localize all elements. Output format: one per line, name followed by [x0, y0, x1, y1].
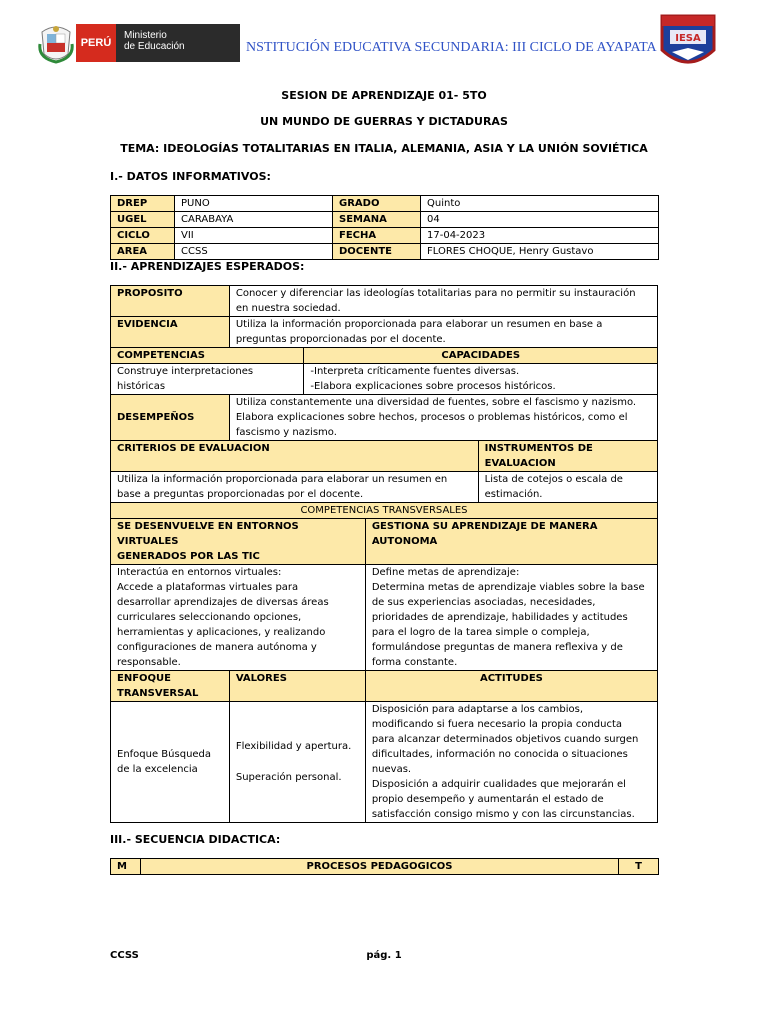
- datos-table: [110, 195, 659, 260]
- datos-row: [111, 228, 659, 244]
- datos-value: FLORES CHOQUE, Henry Gustavo: [421, 244, 659, 260]
- autonoma-label: GESTIONA SU APRENDIZAJE DE MANERA AUTONOMA: [365, 519, 657, 565]
- proposito-row: [111, 286, 658, 317]
- aprendizajes-table: [110, 285, 658, 823]
- valores-label: VALORES: [229, 671, 365, 702]
- datos-value: CCSS: [175, 244, 333, 260]
- datos-key: DREP: [111, 196, 175, 212]
- enfoque-label-line: TRANSVERSAL: [117, 688, 199, 699]
- desempeno-line: Utiliza constantemente una diversidad de fuentes, sobre el fascismo y nazismo.: [235, 397, 637, 408]
- datos-key: DOCENTE: [333, 244, 421, 260]
- evidencia-line: Utiliza la información proporcionada para elaborar un resumen en base a: [235, 319, 603, 330]
- competencias-label: COMPETENCIAS: [111, 348, 304, 364]
- criterio-text: [111, 472, 479, 503]
- datos-key: SEMANA: [333, 212, 421, 228]
- enfoque-header-row: [111, 671, 658, 702]
- datos-key: GRADO: [333, 196, 421, 212]
- proposito-line: en nuestra sociedad.: [235, 303, 341, 314]
- secuencia-t: T: [619, 859, 659, 875]
- secuencia-m: M: [111, 859, 141, 875]
- actitud-line: nuevas.: [371, 764, 412, 775]
- datos-value: VII: [175, 228, 333, 244]
- datos-key: UGEL: [111, 212, 175, 228]
- tic-label-line: SE DESENVUELVE EN ENTORNOS VIRTUALES: [117, 521, 299, 547]
- tic-label-line: GENERADOS POR LAS TIC: [117, 551, 260, 562]
- competencia-line: históricas: [117, 381, 166, 392]
- enfoque-line: Enfoque Búsqueda: [117, 749, 212, 760]
- instrumentos-label-line: INSTRUMENTOS DE: [484, 443, 593, 454]
- actitud-line: Disposición para adaptarse a los cambios,: [371, 704, 584, 715]
- desempeno-line: fascismo y nazismo.: [235, 427, 337, 438]
- instrumentos-label: [478, 441, 657, 472]
- evidencia-text: [229, 317, 657, 348]
- valor-line: Flexibilidad y apertura.: [235, 741, 352, 752]
- tic-line: desarrollar aprendizajes de diversas áreas: [117, 597, 329, 608]
- actitud-line: satisfacción consigo mismo y con las circunstancias.: [371, 809, 635, 820]
- instrumento-line: estimación.: [484, 489, 543, 500]
- enfoque-line: de la excelencia: [117, 764, 198, 775]
- datos-row: [111, 244, 659, 260]
- autonoma-line: forma constante.: [371, 657, 458, 668]
- autonoma-line: Define metas de aprendizaje:: [371, 567, 520, 578]
- school-logo-text: IESA: [675, 33, 701, 44]
- tic-line: responsable.: [117, 657, 181, 668]
- tic-line: herramientas y aplicaciones, y realizando: [117, 627, 326, 638]
- actitud-line: Disposición a adquirir cualidades que mejorarán el: [371, 779, 626, 790]
- section-secuencia: III.- SECUENCIA DIDACTICA:: [110, 833, 281, 846]
- datos-row: [111, 196, 659, 212]
- datos-value: CARABAYA: [175, 212, 333, 228]
- peru-brand: PERÚ: [76, 24, 116, 62]
- enfoque-text: [111, 702, 230, 823]
- school-shield-logo: [658, 12, 718, 74]
- tic-label: [111, 519, 366, 565]
- autonoma-line: Determina metas de aprendizaje viables sobre la base: [371, 582, 645, 593]
- transversales-header-row: [111, 503, 658, 519]
- autonoma-line: de sus experiencias asociadas, necesidades,: [371, 597, 596, 608]
- criterios-row: [111, 472, 658, 503]
- footer-area: CCSS: [110, 950, 139, 961]
- competencias-row: [111, 364, 658, 395]
- valor-spacer: [236, 754, 359, 770]
- secuencia-header-row: [111, 859, 659, 875]
- secuencia-table: [110, 858, 659, 875]
- instrumento-line: Lista de cotejos o escala de: [484, 474, 623, 485]
- desempeno-line: Elabora explicaciones sobre hechos, procesos o problemas históricos, como el: [235, 412, 628, 423]
- transversales-subheader-row: [111, 519, 658, 565]
- capacidades-text: [304, 364, 658, 395]
- enfoque-label: [111, 671, 230, 702]
- autonoma-line: prioridades de aprendizaje, habilidades y actitudes: [371, 612, 628, 623]
- valores-text: [229, 702, 365, 823]
- ministerio-line2: de Educación: [124, 41, 185, 52]
- transversales-label: COMPETENCIAS TRANSVERSALES: [111, 503, 658, 519]
- actitud-line: para alcanzar determinados objetivos cuando surgen: [371, 734, 639, 745]
- datos-value: Quinto: [421, 196, 659, 212]
- instrumento-text: [478, 472, 657, 503]
- tic-line: curriculares seleccionando opciones,: [117, 612, 302, 623]
- valor-line: Superación personal.: [235, 772, 342, 783]
- actitudes-text: [365, 702, 657, 823]
- page-header: [0, 0, 768, 80]
- peru-coat-of-arms-icon: [38, 24, 74, 64]
- actitud-line: propio desempeño y aumentarán el estado de: [371, 794, 604, 805]
- session-topic: TEMA: IDEOLOGÍAS TOTALITARIAS EN ITALIA, ALEMANIA, ASIA Y LA UNIÓN SOVIÉTICA: [120, 142, 648, 155]
- competencia-line: Construye interpretaciones: [117, 366, 254, 377]
- autonoma-line: formulándose preguntas de manera reflexiva y de: [371, 642, 623, 653]
- capacidad-line: -Interpreta críticamente fuentes diversas.: [310, 366, 520, 377]
- footer-page-number: pág. 1: [366, 950, 402, 961]
- section-aprendizajes: II.- APRENDIZAJES ESPERADOS:: [110, 260, 305, 273]
- actitud-line: dificultades, información no conocida o situaciones: [371, 749, 628, 760]
- secuencia-procesos: PROCESOS PEDAGOGICOS: [141, 859, 619, 875]
- datos-value: 17-04-2023: [421, 228, 659, 244]
- proposito-line: Conocer y diferenciar las ideologías totalitarias para no permitir su instauración: [235, 288, 636, 299]
- enfoque-label-line: ENFOQUE: [117, 673, 171, 684]
- session-title: SESION DE APRENDIZAJE 01- 5TO: [281, 89, 487, 102]
- capacidades-label: CAPACIDADES: [304, 348, 658, 364]
- capacidad-line: -Elabora explicaciones sobre procesos históricos.: [310, 381, 556, 392]
- section-datos-informativos: I.- DATOS INFORMATIVOS:: [110, 170, 271, 183]
- competencias-header-row: [111, 348, 658, 364]
- school-title: NSTITUCIÓN EDUCATIVA SECUNDARIA: III CICLO DE AYAPATA: [246, 40, 657, 55]
- competencia-text: [111, 364, 304, 395]
- tic-line: configuraciones de manera autónoma y: [117, 642, 317, 653]
- datos-value: 04: [421, 212, 659, 228]
- criterio-line: base a preguntas proporcionadas por el docente.: [117, 489, 364, 500]
- transversales-row: [111, 565, 658, 671]
- enfoque-row: [111, 702, 658, 823]
- datos-value: PUNO: [175, 196, 333, 212]
- tic-line: Interactúa en entornos virtuales:: [117, 567, 282, 578]
- autonoma-text: [365, 565, 657, 671]
- criterios-header-row: [111, 441, 658, 472]
- tic-line: Accede a plataformas virtuales para: [117, 582, 299, 593]
- instrumentos-label-line: EVALUACION: [484, 458, 556, 469]
- desempenos-label: DESEMPEÑOS: [111, 395, 230, 441]
- criterio-line: Utiliza la información proporcionada para elaborar un resumen en: [117, 474, 448, 485]
- evidencia-line: preguntas proporcionadas por el docente.: [235, 334, 446, 345]
- evidencia-row: [111, 317, 658, 348]
- ministerio-line1: Ministerio: [124, 30, 167, 41]
- autonoma-line: para el logro de la tarea simple o compleja,: [371, 627, 590, 638]
- desempenos-row: [111, 395, 658, 441]
- proposito-text: [229, 286, 657, 317]
- datos-key: CICLO: [111, 228, 175, 244]
- actitud-line: modificando si fuera necesario la propia conducta: [371, 719, 623, 730]
- proposito-label: PROPOSITO: [111, 286, 230, 317]
- desempenos-text: [229, 395, 657, 441]
- session-subtitle: UN MUNDO DE GUERRAS Y DICTADURAS: [260, 115, 508, 128]
- evidencia-label: EVIDENCIA: [111, 317, 230, 348]
- datos-key: FECHA: [333, 228, 421, 244]
- tic-text: [111, 565, 366, 671]
- actitudes-label: ACTITUDES: [365, 671, 657, 702]
- criterios-label: CRITERIOS DE EVALUACION: [111, 441, 479, 472]
- datos-row: [111, 212, 659, 228]
- datos-key: AREA: [111, 244, 175, 260]
- ministerio-brand: [116, 24, 240, 62]
